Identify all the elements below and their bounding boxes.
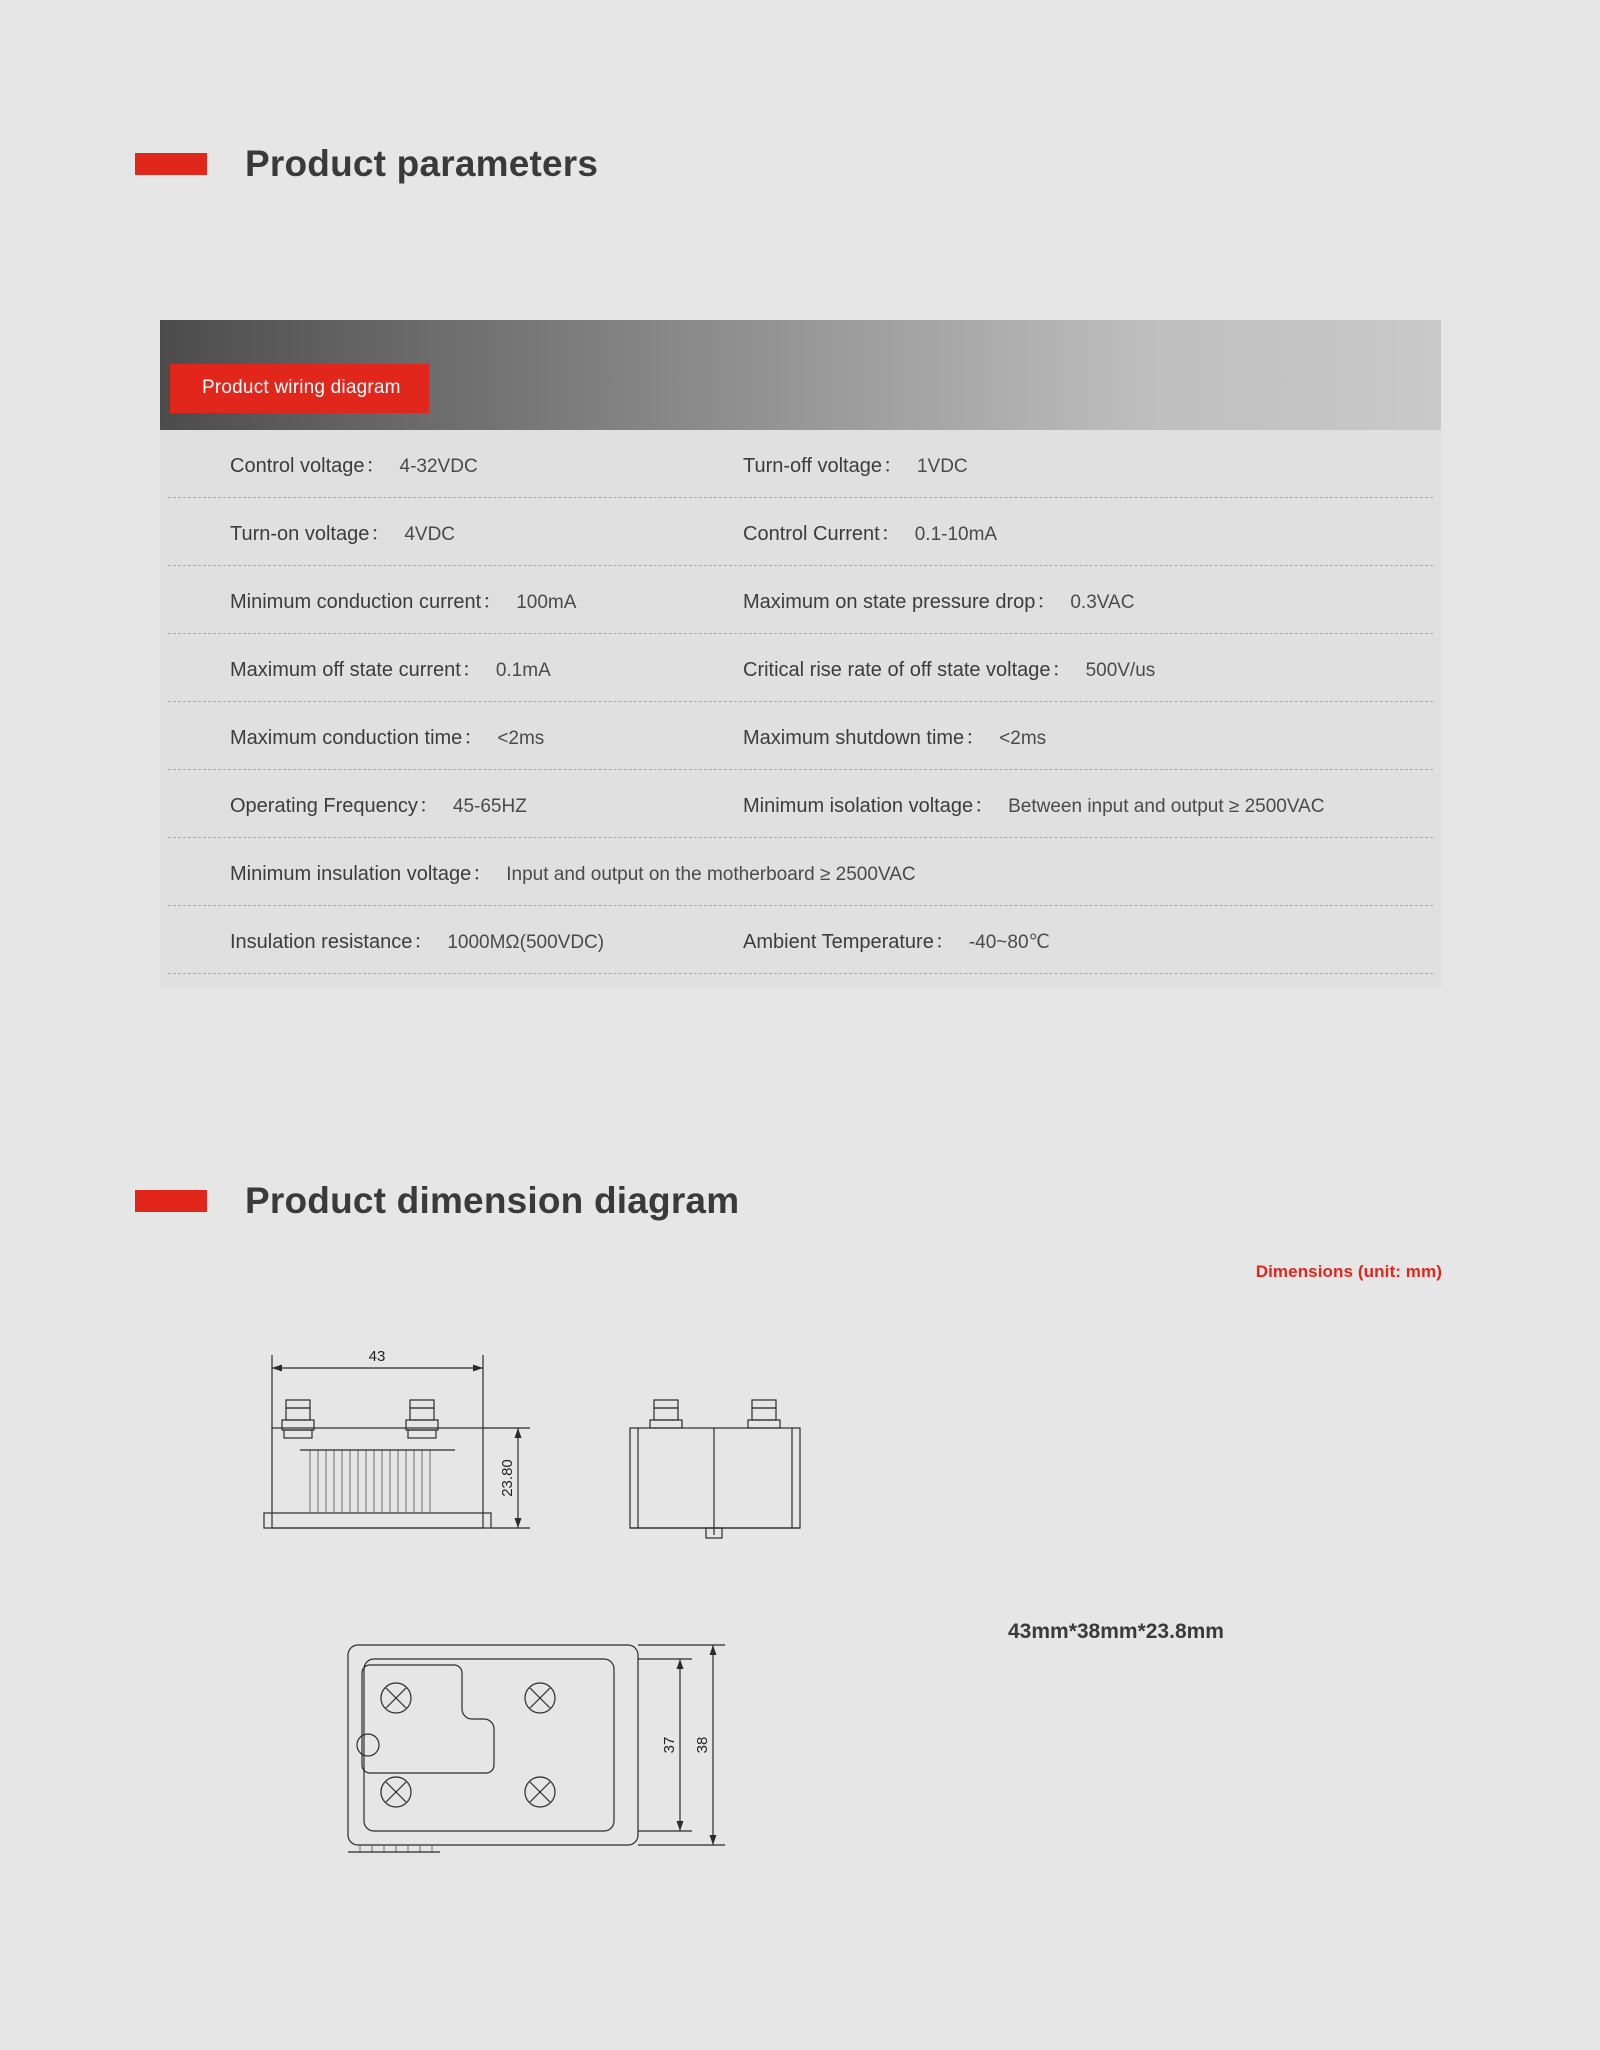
parameter-separator: ： bbox=[472, 863, 493, 885]
parameter-cell bbox=[735, 585, 1134, 614]
parameter-label: Minimum insulation voltage bbox=[230, 863, 472, 885]
table-row bbox=[168, 566, 1433, 634]
parameter-value: 0.1-10mA bbox=[914, 524, 998, 545]
parameter-cell bbox=[168, 653, 735, 682]
parameter-value: 4VDC bbox=[404, 524, 456, 545]
table-row bbox=[168, 430, 1433, 498]
table-row bbox=[168, 634, 1433, 702]
dim-height-label: 23.80 bbox=[499, 1459, 516, 1497]
parameter-value: -40~80℃ bbox=[968, 932, 1050, 953]
parameter-separator: ： bbox=[463, 727, 484, 749]
section-heading-parameters bbox=[135, 143, 598, 185]
parameter-label: Maximum conduction time bbox=[230, 727, 463, 749]
table-row bbox=[168, 702, 1433, 770]
parameter-cell bbox=[168, 449, 735, 478]
parameter-cell bbox=[168, 857, 916, 886]
parameter-label: Minimum isolation voltage bbox=[743, 795, 974, 817]
parameter-value: 1VDC bbox=[916, 456, 968, 477]
parameter-separator: ： bbox=[1051, 659, 1072, 681]
dimensions-unit-note: Dimensions (unit: mm) bbox=[1255, 1262, 1442, 1281]
parameter-value: 1000MΩ(500VDC) bbox=[447, 932, 605, 953]
wiring-diagram-tab[interactable]: Product wiring diagram bbox=[170, 364, 429, 413]
parameter-label: Critical rise rate of off state voltage bbox=[743, 659, 1051, 681]
parameter-separator: ： bbox=[461, 659, 482, 681]
table-row bbox=[168, 838, 1433, 906]
section-heading-dimensions bbox=[135, 1180, 739, 1222]
parameter-separator: ： bbox=[880, 523, 901, 545]
parameter-cell bbox=[168, 789, 735, 818]
parameter-cell bbox=[735, 721, 1046, 750]
parameter-label: Ambient Temperature bbox=[743, 931, 934, 953]
parameter-cell bbox=[168, 721, 735, 750]
parameter-cell bbox=[168, 925, 735, 954]
parameter-label: Operating Frequency bbox=[230, 795, 418, 817]
parameter-label: Maximum off state current bbox=[230, 659, 461, 681]
dim-width-label: 43 bbox=[368, 1348, 386, 1365]
parameter-value: 100mA bbox=[516, 592, 577, 613]
parameter-cell bbox=[168, 585, 735, 614]
parameter-cell bbox=[735, 789, 1325, 818]
parameter-value: 45-65HZ bbox=[452, 796, 527, 817]
section-title: Product dimension diagram bbox=[245, 1180, 740, 1221]
parameter-value: <2ms bbox=[999, 728, 1047, 749]
parameter-label: Maximum on state pressure drop bbox=[743, 591, 1036, 613]
parameter-separator: ： bbox=[482, 591, 503, 613]
parameter-cell bbox=[735, 449, 968, 478]
parameter-label: Minimum conduction current bbox=[230, 591, 482, 613]
parameter-label: Maximum shutdown time bbox=[743, 727, 965, 749]
parameter-cell bbox=[735, 653, 1155, 682]
parameter-separator: ： bbox=[974, 795, 995, 817]
parameter-value: 0.1mA bbox=[495, 660, 551, 681]
parameter-label: Control Current bbox=[743, 523, 880, 545]
parameter-value: Between input and output ≥ 2500VAC bbox=[1008, 796, 1325, 817]
parameter-value: 4-32VDC bbox=[399, 456, 478, 477]
heading-accent-bar bbox=[135, 153, 207, 175]
parameter-separator: ： bbox=[934, 931, 955, 953]
dim-outer-depth-label: 38 bbox=[694, 1736, 711, 1754]
parameter-separator: ： bbox=[413, 931, 434, 953]
parameter-separator: ： bbox=[882, 455, 903, 477]
parameter-value: Input and output on the motherboard ≥ 2500VAC bbox=[506, 864, 916, 885]
panel-gradient-bar bbox=[160, 320, 1441, 430]
parameter-value: 500V/us bbox=[1085, 660, 1156, 681]
table-row bbox=[168, 906, 1433, 974]
parameters-panel bbox=[160, 320, 1441, 988]
parameter-value: <2ms bbox=[497, 728, 545, 749]
table-row bbox=[168, 770, 1433, 838]
parameter-rows bbox=[160, 430, 1441, 974]
page-title: Product parameters bbox=[245, 143, 599, 184]
parameter-label: Insulation resistance bbox=[230, 931, 413, 953]
dim-inner-depth-label: 37 bbox=[661, 1736, 678, 1754]
parameter-separator: ： bbox=[418, 795, 439, 817]
parameter-separator: ： bbox=[365, 455, 386, 477]
parameter-separator: ： bbox=[965, 727, 986, 749]
parameter-label: Control voltage bbox=[230, 455, 365, 477]
parameter-value: 0.3VAC bbox=[1070, 592, 1135, 613]
parameter-label: Turn-off voltage bbox=[743, 455, 882, 477]
parameter-label: Turn-on voltage bbox=[230, 523, 370, 545]
parameter-cell bbox=[735, 517, 997, 546]
dimension-drawing bbox=[240, 1330, 1040, 1890]
parameter-separator: ： bbox=[1036, 591, 1057, 613]
overall-size-label: 43mm*38mm*23.8mm bbox=[1008, 1620, 1224, 1643]
table-row bbox=[168, 498, 1433, 566]
parameter-cell bbox=[168, 517, 735, 546]
heading-accent-bar bbox=[135, 1190, 207, 1212]
parameter-cell bbox=[735, 925, 1050, 954]
parameter-separator: ： bbox=[370, 523, 391, 545]
